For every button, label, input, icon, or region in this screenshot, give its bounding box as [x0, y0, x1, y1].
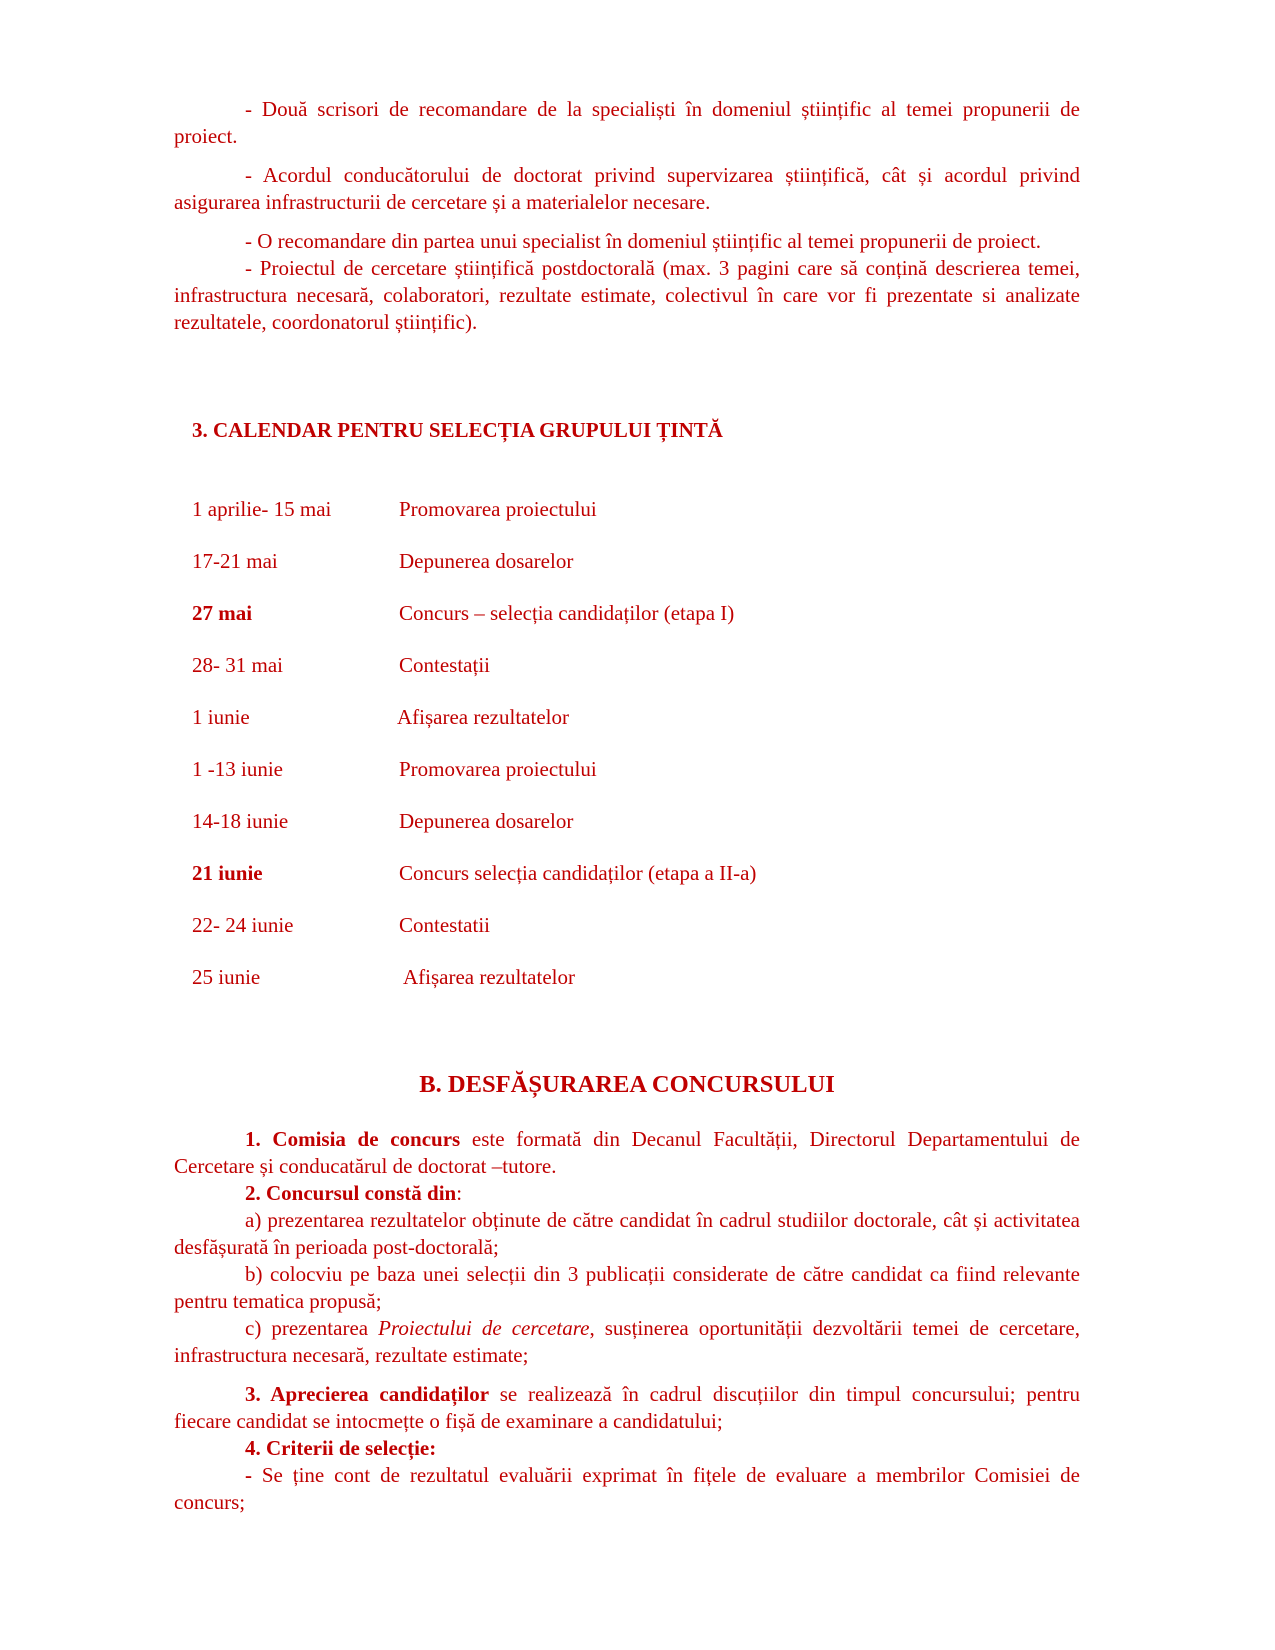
calendar-activity: Promovarea proiectului	[399, 497, 597, 521]
calendar-activity: Concurs – selecția candidaților (etapa I)	[399, 601, 735, 625]
calendar-activity: Afișarea rezultatelor	[397, 705, 569, 729]
calendar-row	[192, 652, 892, 704]
candidate-evaluation-paragraph	[174, 1381, 1080, 1435]
calendar-row	[192, 860, 892, 912]
contest-components-heading	[174, 1180, 1080, 1207]
calendar-row	[192, 548, 892, 600]
calendar-activity: Afișarea rezultatelor	[403, 965, 575, 989]
calendar-table	[192, 496, 892, 1016]
calendar-activity: Depunerea dosarelor	[399, 809, 574, 833]
calendar-row	[192, 704, 892, 756]
contest-item-c-italic: Proiectului de cercetare	[378, 1316, 590, 1340]
calendar-row	[192, 912, 892, 964]
candidate-evaluation-text: se realizează în cadrul discuțiilor din timpul concursului; pentru fiecare candidat se intocmețte o fișă de examinare a candidatului;	[174, 1382, 1080, 1433]
calendar-activity: Contestatii	[399, 913, 490, 937]
calendar-date: 1 aprilie- 15 mai	[192, 497, 332, 521]
contest-item-b: b) colocviu pe baza unei selecții din 3 publicații considerate de către candidat ca fiind relevante pentru tematica propusă;	[174, 1262, 1080, 1313]
selection-criteria-dash: -	[245, 1463, 252, 1487]
contest-components-label: 2. Concursul constă din	[245, 1181, 457, 1205]
calendar-row	[192, 964, 892, 1016]
intro-item-specialist-recommendation: - O recomandare din partea unui specialist în domeniul științific al temei propunerii de proiect.	[245, 229, 1041, 253]
calendar-date: 1 -13 iunie	[192, 757, 283, 781]
calendar-activity: Concurs selecția candidaților (etapa a II-a)	[399, 861, 757, 885]
intro-item-research-project: - Proiectul de cercetare științifică postdoctorală (max. 3 pagini care să conțină descrierea temei, infrastructura necesară, colaboratori, rezultate estimate, colectivul în care vor fi prezentate si analizate rezultatele, coordonatorul științific).	[174, 256, 1080, 334]
commission-paragraph	[174, 1126, 1080, 1180]
calendar-row	[192, 496, 892, 548]
contest-components-colon: :	[456, 1181, 463, 1205]
selection-criteria-heading	[174, 1435, 1080, 1462]
calendar-row	[192, 756, 892, 808]
calendar-date: 22- 24 iunie	[192, 913, 294, 937]
selection-criteria-text: Se ține cont de rezultatul evaluării exprimat în fițele de evaluare a membrilor Comisiei de concurs;	[174, 1463, 1080, 1514]
selection-criteria-label: 4. Criterii de selecție:	[245, 1436, 437, 1460]
calendar-date: 14-18 iunie	[192, 809, 289, 833]
contest-item-c-prefix: c) prezentarea	[245, 1316, 379, 1340]
section-b-title: B. DESFĂȘURAREA CONCURSULUI	[419, 1071, 835, 1098]
section-b-body	[174, 1126, 1080, 1516]
calendar-activity: Contestații	[399, 653, 490, 677]
candidate-evaluation-label: 3. Aprecierea candidaților	[245, 1382, 490, 1406]
calendar-section-title: 3. CALENDAR PENTRU SELECȚIA GRUPULUI ȚINTĂ	[192, 418, 723, 442]
commission-label: 1. Comisia de concurs	[245, 1127, 461, 1151]
commission-text: este formată din Decanul Facultății, Directorul Departamentului de Cercetare și conducatărul de doctorat –tutore.	[174, 1127, 1080, 1178]
contest-item-c	[174, 1315, 1080, 1369]
contest-item-a: a) prezentarea rezultatelor obținute de către candidat în cadrul studiilor doctorale, cât și activitatea desfășurată în perioada post-doctorală;	[174, 1208, 1080, 1259]
selection-criteria-item	[174, 1462, 1080, 1516]
calendar-date: 1 iunie	[192, 705, 250, 729]
calendar-date: 27 mai	[192, 601, 253, 625]
calendar-row	[192, 600, 892, 652]
calendar-date: 25 iunie	[192, 965, 261, 989]
contest-item-c-rest: , susținerea oportunității dezvoltării temei de cercetare, infrastructura necesară, rezultate estimate;	[174, 1316, 1080, 1367]
intro-item-recommendation-letters: - Două scrisori de recomandare de la specialiști în domeniul științific al temei propunerii de proiect.	[174, 97, 1080, 148]
intro-item-supervisor-agreement: - Acordul conducătorului de doctorat privind supervizarea științifică, cât și acordul privind asigurarea infrastructurii de cercetare și a materialelor necesare.	[174, 163, 1080, 214]
calendar-date: 17-21 mai	[192, 549, 278, 573]
calendar-activity: Promovarea proiectului	[399, 757, 597, 781]
document-page	[174, 96, 1080, 1514]
calendar-date: 28- 31 mai	[192, 653, 283, 677]
calendar-activity: Depunerea dosarelor	[399, 549, 574, 573]
calendar-date: 21 iunie	[192, 861, 263, 885]
calendar-row	[192, 808, 892, 860]
